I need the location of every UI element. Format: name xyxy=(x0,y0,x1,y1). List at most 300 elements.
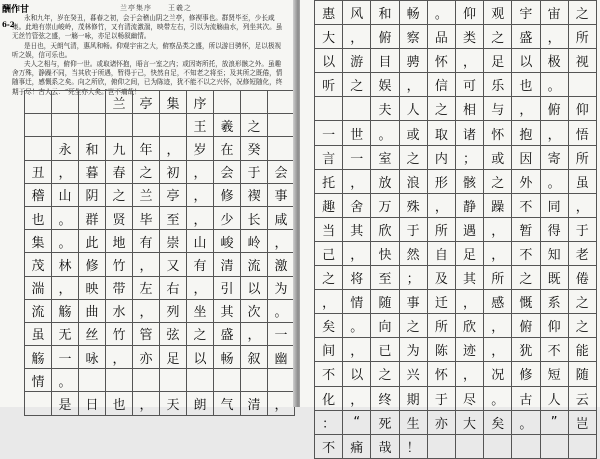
grid-cell: 浪 xyxy=(399,169,427,193)
grid-cell: 能 xyxy=(568,338,596,362)
grid-cell: 相 xyxy=(455,97,483,121)
grid-cell: 王 xyxy=(187,114,214,137)
grid-cell: ， xyxy=(484,241,512,265)
right-page xyxy=(300,0,600,456)
grid-cell xyxy=(25,91,52,114)
grid-cell: 不 xyxy=(315,434,343,458)
grid-cell: 春 xyxy=(106,160,133,183)
grid-cell: ， xyxy=(455,49,483,73)
grid-cell: 同 xyxy=(540,193,568,217)
grid-cell xyxy=(106,114,133,137)
grid-cell xyxy=(315,97,343,121)
grid-cell: “ xyxy=(343,410,371,434)
grid-cell: 情 xyxy=(25,369,52,392)
running-head: 兰亭集序 王羲之 xyxy=(120,4,192,12)
grid-cell: 湍 xyxy=(25,276,52,299)
grid-cell: 古 xyxy=(512,386,540,410)
grid-cell: 言 xyxy=(315,145,343,169)
grid-row xyxy=(25,183,295,206)
grid-cell: 。 xyxy=(371,121,399,145)
grid-cell: 躁 xyxy=(484,193,512,217)
grid-cell: 寄 xyxy=(540,145,568,169)
grid-cell: 咸 xyxy=(268,206,295,229)
grid-cell xyxy=(52,114,79,137)
grid-cell: 一 xyxy=(315,121,343,145)
grid-cell: 老 xyxy=(568,241,596,265)
grid-cell xyxy=(214,369,241,392)
grid-cell: ， xyxy=(241,322,268,345)
grid-row xyxy=(315,266,597,290)
grid-cell xyxy=(187,369,214,392)
grid-cell: 叙 xyxy=(241,346,268,369)
grid-cell: 所 xyxy=(568,25,596,49)
grid-cell: 以 xyxy=(343,362,371,386)
grid-cell: 亭 xyxy=(160,183,187,206)
grid-cell: 随 xyxy=(568,362,596,386)
grid-cell: 大 xyxy=(315,25,343,49)
grid-cell: 林 xyxy=(52,253,79,276)
grid-cell: 兰 xyxy=(133,183,160,206)
grid-cell: 欣 xyxy=(455,314,483,338)
grid-cell xyxy=(25,137,52,160)
grid-cell: 。 xyxy=(540,169,568,193)
grid-cell: 目 xyxy=(371,49,399,73)
grid-cell: ， xyxy=(315,290,343,314)
grid-cell: 天 xyxy=(160,392,187,415)
grid-cell: ， xyxy=(512,97,540,121)
grid-cell: 阴 xyxy=(79,183,106,206)
grid-cell: 己 xyxy=(315,241,343,265)
grid-cell: 以 xyxy=(315,49,343,73)
grid-cell: 也 xyxy=(512,73,540,97)
grid-cell: 兴 xyxy=(399,362,427,386)
grid-cell: 哉 xyxy=(371,434,399,458)
grid-cell: 宇 xyxy=(512,1,540,25)
grid-cell: 足 xyxy=(455,241,483,265)
grid-cell: ， xyxy=(187,160,214,183)
grid-cell: 次 xyxy=(241,299,268,322)
grid-cell: 之 xyxy=(133,160,160,183)
grid-cell: 为 xyxy=(268,276,295,299)
grid-cell: 抱 xyxy=(512,121,540,145)
grid-cell: ， xyxy=(540,25,568,49)
grid-cell: 以 xyxy=(241,276,268,299)
grid-cell: 至 xyxy=(160,206,187,229)
left-page xyxy=(0,0,296,414)
grid-cell: 视 xyxy=(568,49,596,73)
grid-cell: ， xyxy=(133,253,160,276)
grid-cell: ； xyxy=(455,145,483,169)
grid-cell xyxy=(268,114,295,137)
grid-cell: 岂 xyxy=(568,410,596,434)
grid-cell: 得 xyxy=(540,217,568,241)
grid-cell xyxy=(268,137,295,160)
grid-cell: ， xyxy=(268,392,295,415)
grid-cell: 觞 xyxy=(52,299,79,322)
grid-cell: 清 xyxy=(214,253,241,276)
grid-cell: 怀 xyxy=(427,49,455,73)
grid-cell: 。 xyxy=(268,299,295,322)
grid-row xyxy=(25,346,295,369)
grid-cell: 之 xyxy=(399,145,427,169)
grid-cell xyxy=(52,91,79,114)
grid-cell xyxy=(160,369,187,392)
grid-cell: 盛 xyxy=(512,25,540,49)
grid-cell: 一 xyxy=(52,346,79,369)
grid-cell: 九 xyxy=(106,137,133,160)
grid-cell: 带 xyxy=(106,276,133,299)
grid-cell: 之 xyxy=(512,266,540,290)
right-writing-grid xyxy=(314,0,597,459)
grid-cell: 永 xyxy=(52,137,79,160)
grid-cell: 之 xyxy=(315,266,343,290)
grid-cell: 品 xyxy=(427,25,455,49)
grid-cell: 。 xyxy=(52,230,79,253)
grid-cell: 死 xyxy=(371,410,399,434)
grid-cell: 崇 xyxy=(160,230,187,253)
grid-cell: 信 xyxy=(427,73,455,97)
grid-row xyxy=(315,49,597,73)
grid-cell: 仰 xyxy=(455,1,483,25)
grid-cell: 山 xyxy=(52,183,79,206)
grid-cell: ： xyxy=(315,410,343,434)
grid-cell: 俯 xyxy=(371,25,399,49)
grid-cell: 俯 xyxy=(512,314,540,338)
grid-cell: 无 xyxy=(52,322,79,345)
grid-cell: 取 xyxy=(427,121,455,145)
grid-cell: 终 xyxy=(371,386,399,410)
grid-cell: ， xyxy=(484,338,512,362)
grid-cell: 盛 xyxy=(214,322,241,345)
grid-row xyxy=(315,73,597,97)
grid-cell: 日 xyxy=(79,392,106,415)
grid-cell: 丝 xyxy=(79,322,106,345)
grid-cell: 亦 xyxy=(133,346,160,369)
grid-cell: 尽 xyxy=(455,386,483,410)
grid-cell: ， xyxy=(399,73,427,97)
grid-cell: 一 xyxy=(268,322,295,345)
grid-row xyxy=(25,230,295,253)
grid-cell xyxy=(79,369,106,392)
grid-cell: 况 xyxy=(484,362,512,386)
grid-cell: ， xyxy=(52,160,79,183)
grid-cell: 足 xyxy=(160,346,187,369)
grid-cell: 修 xyxy=(512,362,540,386)
grid-cell: 弦 xyxy=(160,322,187,345)
grid-cell: 之 xyxy=(484,169,512,193)
grid-cell: ， xyxy=(427,193,455,217)
printed-paragraph-3: 夫人之相与，俯仰一世。或取诸怀抱，晤言一室之内；或因寄所托，放浪形骸之外。虽趣舍万殊，静躁不同，当其欣于所遇，暂得于己，快然自足，不知老之将至；及其所之既倦，情随事迁，感慨系之矣。向之所欣，俯仰之间，已为陈迹，犹不能不以之兴怀，况修短随化，终期于尽！古人云：“死生亦大矣。”岂不痛哉！ xyxy=(12,60,283,96)
grid-cell: 至 xyxy=(371,266,399,290)
printed-text xyxy=(12,14,286,97)
grid-row xyxy=(25,392,295,415)
grid-cell: ， xyxy=(52,276,79,299)
grid-cell: 静 xyxy=(455,193,483,217)
grid-cell: 知 xyxy=(540,241,568,265)
grid-cell: ， xyxy=(568,193,596,217)
grid-cell: 所 xyxy=(427,217,455,241)
grid-cell: 有 xyxy=(187,253,214,276)
grid-cell: ， xyxy=(343,386,371,410)
grid-cell: 集 xyxy=(25,230,52,253)
grid-cell xyxy=(133,369,160,392)
grid-row xyxy=(25,322,295,345)
grid-cell: 之 xyxy=(187,322,214,345)
grid-cell: 年 xyxy=(133,137,160,160)
grid-cell xyxy=(241,91,268,114)
grid-cell: 骋 xyxy=(399,49,427,73)
grid-cell: 之 xyxy=(427,97,455,121)
grid-cell: ， xyxy=(133,299,160,322)
grid-cell: 与 xyxy=(484,97,512,121)
grid-cell: 羲 xyxy=(214,114,241,137)
grid-cell: 随 xyxy=(371,290,399,314)
grid-cell: 。 xyxy=(52,206,79,229)
grid-cell: 向 xyxy=(371,314,399,338)
grid-cell: ， xyxy=(160,137,187,160)
grid-cell: 之 xyxy=(484,25,512,49)
grid-cell: 间 xyxy=(315,338,343,362)
grid-cell: 之 xyxy=(568,290,596,314)
grid-cell: 也 xyxy=(106,392,133,415)
grid-cell: 怀 xyxy=(484,121,512,145)
grid-cell: 类 xyxy=(455,25,483,49)
grid-cell: 暮 xyxy=(79,160,106,183)
grid-cell: 之 xyxy=(343,73,371,97)
grid-cell xyxy=(455,434,483,458)
grid-cell: 于 xyxy=(399,217,427,241)
handwritten-note-top: 酬作甘 xyxy=(2,5,30,15)
grid-cell: 长 xyxy=(241,206,268,229)
grid-row xyxy=(315,121,597,145)
grid-cell: 修 xyxy=(214,183,241,206)
grid-cell: 咏 xyxy=(79,346,106,369)
grid-cell: 风 xyxy=(343,1,371,25)
grid-cell: 激 xyxy=(268,253,295,276)
grid-row xyxy=(25,91,295,114)
grid-cell: 毕 xyxy=(133,206,160,229)
grid-cell: 。 xyxy=(540,73,568,97)
grid-cell: ； xyxy=(399,266,427,290)
grid-cell: 之 xyxy=(371,362,399,386)
grid-cell xyxy=(160,114,187,137)
grid-cell: 陈 xyxy=(427,338,455,362)
grid-cell xyxy=(512,434,540,458)
grid-cell: 曲 xyxy=(79,299,106,322)
grid-cell: 倦 xyxy=(568,266,596,290)
grid-cell: 情 xyxy=(343,290,371,314)
grid-cell: 内 xyxy=(427,145,455,169)
grid-cell: 既 xyxy=(540,266,568,290)
grid-cell: 丑 xyxy=(25,160,52,183)
grid-row xyxy=(315,434,597,458)
grid-cell xyxy=(268,369,295,392)
grid-row xyxy=(315,193,597,217)
grid-cell: 其 xyxy=(343,217,371,241)
grid-cell: 群 xyxy=(79,206,106,229)
grid-cell: 或 xyxy=(399,121,427,145)
grid-cell: 觞 xyxy=(25,346,52,369)
grid-cell: ， xyxy=(187,276,214,299)
grid-row xyxy=(315,338,597,362)
grid-cell: 快 xyxy=(371,241,399,265)
grid-cell: ， xyxy=(540,121,568,145)
grid-cell: 悟 xyxy=(568,121,596,145)
grid-cell: 系 xyxy=(540,290,568,314)
grid-cell: 期 xyxy=(399,386,427,410)
grid-cell: 又 xyxy=(160,253,187,276)
grid-cell: 事 xyxy=(399,290,427,314)
grid-cell: 虽 xyxy=(25,322,52,345)
grid-cell: 其 xyxy=(214,299,241,322)
grid-cell xyxy=(241,369,268,392)
grid-cell: 水 xyxy=(106,299,133,322)
grid-cell: 。 xyxy=(52,369,79,392)
grid-row xyxy=(25,253,295,276)
grid-cell: 竹 xyxy=(106,253,133,276)
grid-cell: 察 xyxy=(399,25,427,49)
grid-cell: 于 xyxy=(427,386,455,410)
grid-cell: 娱 xyxy=(371,73,399,97)
grid-cell: 之 xyxy=(568,314,596,338)
grid-cell: 于 xyxy=(568,217,596,241)
grid-cell: 。 xyxy=(343,314,371,338)
grid-cell: 趣 xyxy=(315,193,343,217)
grid-cell: 迹 xyxy=(455,338,483,362)
grid-cell: 之 xyxy=(241,114,268,137)
grid-cell xyxy=(214,91,241,114)
grid-cell: 仰 xyxy=(540,314,568,338)
grid-cell: 稽 xyxy=(25,183,52,206)
grid-cell xyxy=(540,434,568,458)
grid-cell: 惠 xyxy=(315,1,343,25)
grid-cell: 序 xyxy=(187,91,214,114)
grid-cell: 迁 xyxy=(427,290,455,314)
grid-cell: 可 xyxy=(455,73,483,97)
grid-cell: 夫 xyxy=(371,97,399,121)
grid-row xyxy=(25,206,295,229)
grid-cell: 不 xyxy=(512,193,540,217)
grid-cell: 映 xyxy=(79,276,106,299)
grid-cell: 山 xyxy=(187,230,214,253)
grid-cell: 。 xyxy=(484,386,512,410)
grid-cell: 之 xyxy=(399,314,427,338)
grid-cell: 遇 xyxy=(455,217,483,241)
grid-row xyxy=(25,369,295,392)
grid-cell: 岭 xyxy=(241,230,268,253)
grid-cell: 贤 xyxy=(106,206,133,229)
grid-cell: 之 xyxy=(568,1,596,25)
grid-cell: 短 xyxy=(540,362,568,386)
grid-row xyxy=(25,137,295,160)
grid-cell: ！ xyxy=(399,434,427,458)
grid-cell: 以 xyxy=(512,49,540,73)
grid-cell xyxy=(25,392,52,415)
grid-cell: 化 xyxy=(315,386,343,410)
grid-cell: 以 xyxy=(187,346,214,369)
grid-cell: 诸 xyxy=(455,121,483,145)
grid-cell: 幽 xyxy=(268,346,295,369)
handwritten-note-side: 6-2 xyxy=(2,20,15,29)
grid-row xyxy=(315,314,597,338)
grid-cell: 峻 xyxy=(214,230,241,253)
grid-cell: 流 xyxy=(25,299,52,322)
grid-cell: 舍 xyxy=(343,193,371,217)
grid-cell: 于 xyxy=(241,160,268,183)
grid-cell: 因 xyxy=(512,145,540,169)
grid-cell: 乐 xyxy=(484,73,512,97)
grid-cell: 虽 xyxy=(568,169,596,193)
grid-cell xyxy=(568,434,596,458)
grid-cell: 当 xyxy=(315,217,343,241)
grid-cell: 地 xyxy=(106,230,133,253)
grid-row xyxy=(25,299,295,322)
grid-cell: 足 xyxy=(484,49,512,73)
grid-cell: ， xyxy=(106,346,133,369)
grid-cell: 列 xyxy=(160,299,187,322)
grid-cell: 或 xyxy=(484,145,512,169)
grid-cell: 犹 xyxy=(512,338,540,362)
grid-cell: 外 xyxy=(512,169,540,193)
grid-cell: 茂 xyxy=(25,253,52,276)
grid-cell: 人 xyxy=(540,386,568,410)
grid-cell: ， xyxy=(343,241,371,265)
grid-row xyxy=(315,241,597,265)
grid-cell xyxy=(25,114,52,137)
grid-cell xyxy=(427,434,455,458)
grid-cell: 万 xyxy=(371,193,399,217)
grid-cell: 亭 xyxy=(133,91,160,114)
grid-cell: 朗 xyxy=(187,392,214,415)
grid-cell: ， xyxy=(455,290,483,314)
grid-cell xyxy=(343,97,371,121)
grid-cell: 已 xyxy=(371,338,399,362)
grid-cell: ， xyxy=(268,230,295,253)
grid-cell: 感 xyxy=(484,290,512,314)
grid-cell: 自 xyxy=(427,241,455,265)
grid-cell: 极 xyxy=(540,49,568,73)
grid-row xyxy=(315,386,597,410)
grid-cell: ” xyxy=(540,410,568,434)
grid-cell: 所 xyxy=(568,145,596,169)
grid-cell: ， xyxy=(484,314,512,338)
grid-cell xyxy=(79,91,106,114)
grid-row xyxy=(25,276,295,299)
grid-cell: 会 xyxy=(214,160,241,183)
grid-cell: ， xyxy=(455,362,483,386)
grid-cell: 之 xyxy=(106,183,133,206)
grid-cell: 畅 xyxy=(214,346,241,369)
grid-cell: 初 xyxy=(160,160,187,183)
grid-cell: 生 xyxy=(399,410,427,434)
grid-cell: 岁 xyxy=(187,137,214,160)
grid-cell: 形 xyxy=(427,169,455,193)
grid-cell: 清 xyxy=(241,392,268,415)
grid-cell: 亦 xyxy=(427,410,455,434)
grid-row xyxy=(315,97,597,121)
grid-cell: ， xyxy=(187,183,214,206)
grid-cell: 所 xyxy=(484,266,512,290)
grid-cell: 托 xyxy=(315,169,343,193)
grid-cell: 将 xyxy=(343,266,371,290)
grid-cell: 仰 xyxy=(568,97,596,121)
grid-cell: 不 xyxy=(512,241,540,265)
grid-cell: 观 xyxy=(484,1,512,25)
grid-cell xyxy=(133,114,160,137)
grid-cell xyxy=(79,114,106,137)
grid-cell: 暂 xyxy=(512,217,540,241)
grid-cell: ， xyxy=(187,206,214,229)
